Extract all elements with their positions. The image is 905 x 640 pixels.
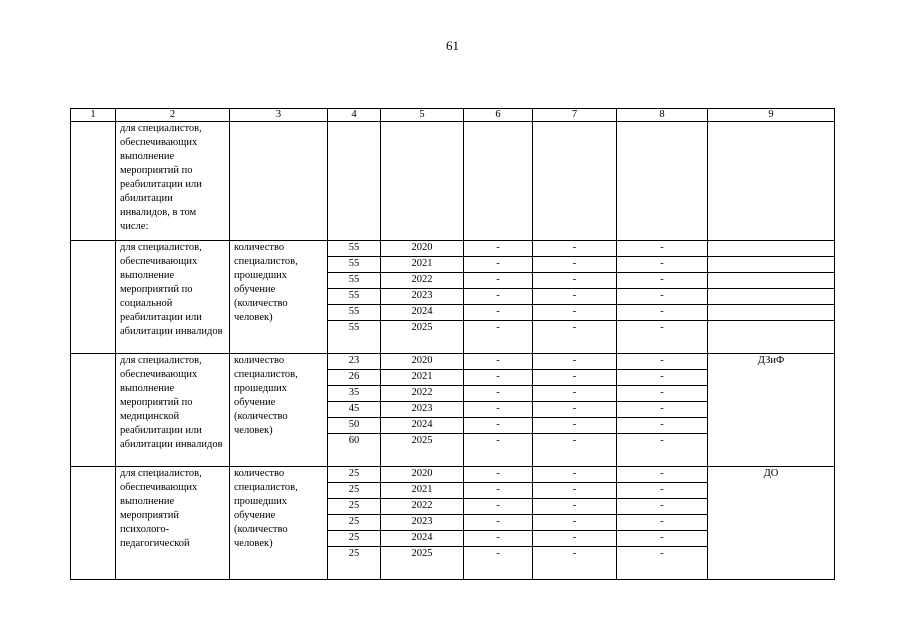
table-row [71,241,835,257]
cell-dash: - [617,531,708,547]
year: 2021 [381,370,464,386]
measure-unit: количество специалистов, прошедших обучение (количество человек) [230,467,328,580]
cell-dash: - [617,515,708,531]
cell-dash: - [464,499,533,515]
target-value: 45 [328,402,381,418]
year: 2024 [381,305,464,321]
cell-dash: - [617,289,708,305]
empty-cell [71,241,116,354]
cell-dash: - [617,418,708,434]
group-description: для специалистов, обеспечивающих выполнение мероприятий психолого-педагогической [116,467,230,580]
cell-dash: - [533,499,617,515]
target-value: 26 [328,370,381,386]
measure-unit: количество специалистов, прошедших обучение (количество человек) [230,241,328,354]
year: 2023 [381,289,464,305]
cell-dash: - [464,483,533,499]
empty-cell [464,122,533,241]
target-value: 35 [328,386,381,402]
cell-dash: - [617,321,708,354]
empty-cell [328,122,381,241]
year: 2022 [381,273,464,289]
cell-dash: - [464,515,533,531]
cell-dash: - [533,418,617,434]
program-table [70,108,835,580]
cell-dash: - [464,434,533,467]
empty-cell [708,273,835,289]
cell-dash: - [464,321,533,354]
cell-dash: - [464,370,533,386]
cell-dash: - [533,289,617,305]
target-value: 25 [328,499,381,515]
cell-dash: - [464,467,533,483]
cell-dash: - [617,354,708,370]
target-value: 25 [328,483,381,499]
cell-dash: - [533,531,617,547]
cell-dash: - [464,418,533,434]
empty-cell [71,122,116,241]
cell-dash: - [617,386,708,402]
year: 2025 [381,547,464,580]
year: 2024 [381,531,464,547]
cell-dash: - [464,386,533,402]
column-number: 9 [708,109,835,122]
target-value: 25 [328,547,381,580]
year: 2025 [381,321,464,354]
cell-dash: - [533,483,617,499]
measure-unit: количество специалистов, прошедших обучение (количество человек) [230,354,328,467]
cell-dash: - [533,402,617,418]
cell-dash: - [533,467,617,483]
cell-dash: - [533,241,617,257]
empty-cell [71,467,116,580]
year: 2021 [381,483,464,499]
cell-dash: - [464,402,533,418]
cell-dash: - [617,257,708,273]
column-number: 8 [617,109,708,122]
empty-cell [230,122,328,241]
empty-cell [708,289,835,305]
target-value: 55 [328,273,381,289]
cell-dash: - [464,241,533,257]
cell-dash: - [617,273,708,289]
cell-dash: - [533,321,617,354]
empty-cell [533,122,617,241]
empty-cell [708,321,835,354]
target-value: 50 [328,418,381,434]
target-value: 55 [328,305,381,321]
column-number: 4 [328,109,381,122]
year: 2020 [381,467,464,483]
table-row [71,467,835,483]
cell-dash: - [533,515,617,531]
year: 2024 [381,418,464,434]
empty-cell [71,354,116,467]
cell-dash: - [464,289,533,305]
cell-dash: - [533,257,617,273]
target-value: 25 [328,515,381,531]
cell-dash: - [617,547,708,580]
cell-dash: - [464,305,533,321]
target-value: 55 [328,321,381,354]
cell-dash: - [617,402,708,418]
year: 2022 [381,499,464,515]
cell-dash: - [533,354,617,370]
target-value: 23 [328,354,381,370]
column-number: 5 [381,109,464,122]
cell-dash: - [617,370,708,386]
year: 2020 [381,354,464,370]
cell-dash: - [533,434,617,467]
column-number: 3 [230,109,328,122]
year: 2022 [381,386,464,402]
responsible-agency: ДЗиФ [708,354,835,467]
empty-cell [708,305,835,321]
group-description: для специалистов, обеспечивающих выполнение мероприятий по медицинской реабилитации или абилитации инвалидов [116,354,230,467]
empty-cell [381,122,464,241]
target-value: 25 [328,467,381,483]
empty-cell [708,241,835,257]
intro-row [71,122,835,241]
column-number: 1 [71,109,116,122]
empty-cell [617,122,708,241]
cell-dash: - [533,547,617,580]
year: 2021 [381,257,464,273]
cell-dash: - [617,434,708,467]
column-number: 2 [116,109,230,122]
cell-dash: - [464,531,533,547]
cell-dash: - [533,273,617,289]
cell-dash: - [533,305,617,321]
responsible-agency: ДО [708,467,835,580]
target-value: 55 [328,257,381,273]
empty-cell [708,257,835,273]
cell-dash: - [464,354,533,370]
target-value: 60 [328,434,381,467]
target-value: 25 [328,531,381,547]
target-value: 55 [328,289,381,305]
cell-dash: - [533,386,617,402]
cell-dash: - [533,370,617,386]
target-value: 55 [328,241,381,257]
empty-cell [708,122,835,241]
page-number: 61 [446,38,459,53]
cell-dash: - [617,483,708,499]
cell-dash: - [464,273,533,289]
year: 2023 [381,515,464,531]
year: 2023 [381,402,464,418]
cell-dash: - [617,499,708,515]
table-row [71,354,835,370]
group-description: для специалистов, обеспечивающих выполнение мероприятий по социальной реабилитации или абилитации инвалидов [116,241,230,354]
year: 2020 [381,241,464,257]
cell-dash: - [617,467,708,483]
cell-dash: - [617,305,708,321]
year: 2025 [381,434,464,467]
intro-description: для специалистов, обеспечивающих выполнение мероприятий по реабилитации или абилитации инвалидов, в том числе: [116,122,230,241]
column-number-row [71,109,835,122]
cell-dash: - [464,547,533,580]
column-number: 7 [533,109,617,122]
column-number: 6 [464,109,533,122]
cell-dash: - [617,241,708,257]
cell-dash: - [464,257,533,273]
